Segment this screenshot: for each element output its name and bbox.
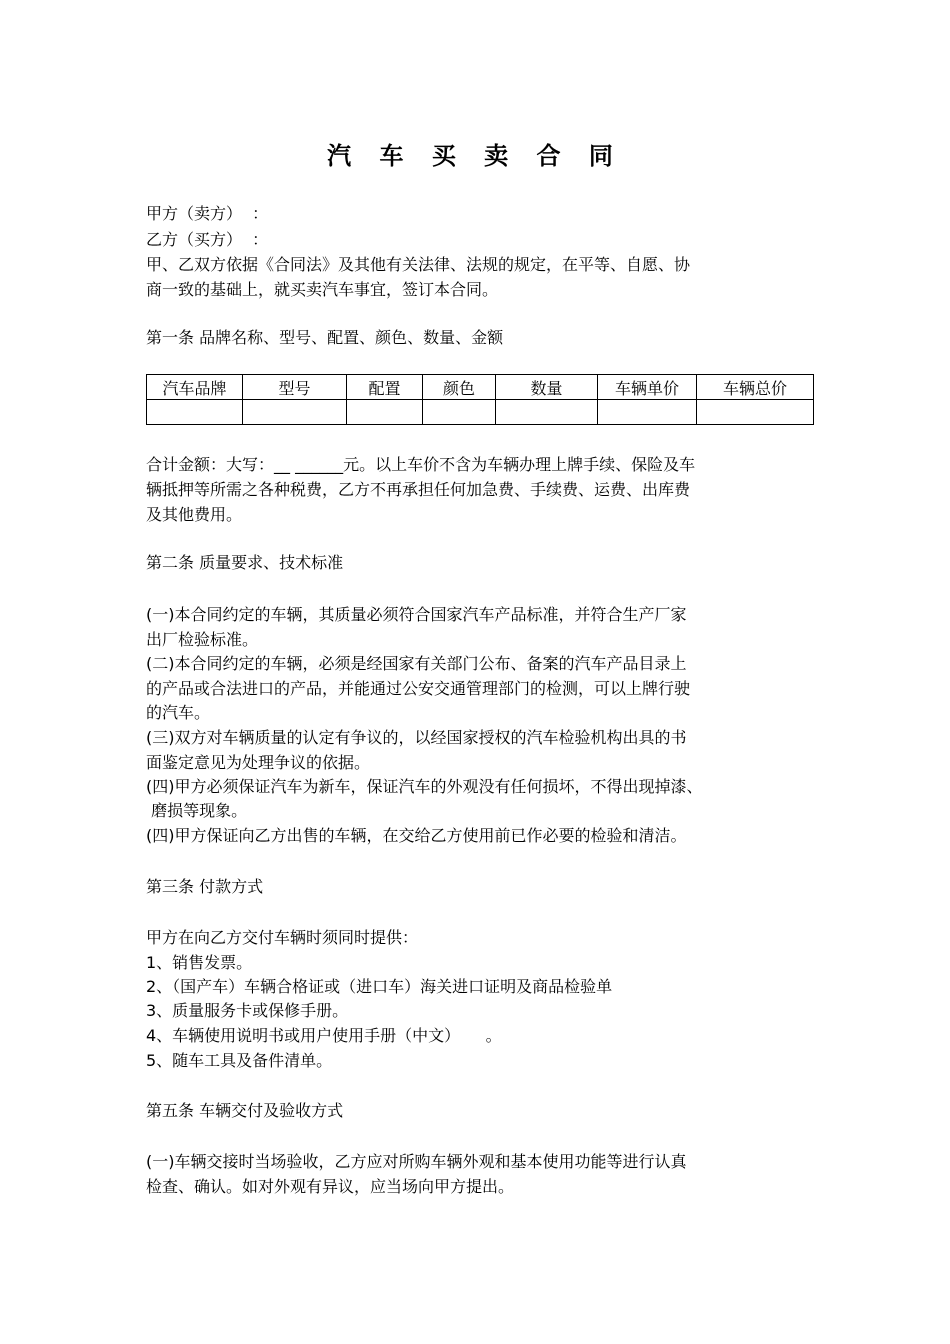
- vehicle-table: [146, 374, 814, 425]
- table-header-cell: 颜色: [423, 375, 496, 400]
- payment-item: 1、销售发票。: [146, 953, 253, 972]
- intro-line-2: 商一致的基础上，就买卖汽车事宜，签订本合同。: [146, 280, 499, 299]
- total-amount-blank: __ ______: [274, 455, 344, 474]
- total-prefix: 合计金额：大写：: [146, 455, 275, 474]
- table-header-cell: 型号: [243, 375, 347, 400]
- quality-line: 的产品或合法进口的产品，并能通过公安交通管理部门的检测，可以上牌行驶: [146, 679, 691, 698]
- delivery-line: (一)车辆交接时当场验收，乙方应对所购车辆外观和基本使用功能等进行认真: [146, 1152, 687, 1171]
- table-cell: [697, 400, 814, 425]
- quality-line: 出厂检验标准。: [146, 630, 259, 649]
- quality-line: (三)双方对车辆质量的认定有争议的，以经国家授权的汽车检验机构出具的书: [146, 728, 687, 747]
- quality-line: (四)甲方必须保证汽车为新车，保证汽车的外观没有任何损坏，不得出现掉漆、: [146, 777, 703, 796]
- quality-line: 磨损等现象。: [146, 801, 248, 820]
- delivery-line: 检查、确认。如对外观有异议，应当场向甲方提出。: [146, 1177, 515, 1196]
- table-cell: [496, 400, 598, 425]
- document-title: 汽 车 买 卖 合 同: [327, 142, 623, 170]
- payment-item: 4、车辆使用说明书或用户使用手册（中文） 。: [146, 1026, 502, 1045]
- article-5-heading: 第五条 车辆交付及验收方式: [146, 1101, 344, 1120]
- payment-intro: 甲方在向乙方交付车辆时须同时提供：: [146, 928, 419, 947]
- quality-line: 的汽车。: [146, 703, 211, 722]
- table-cell: [423, 400, 496, 425]
- total-suffix: 元。以上车价不含为车辆办理上牌手续、保险及车: [343, 455, 696, 474]
- quality-line: (二)本合同约定的车辆，必须是经国家有关部门公布、备案的汽车产品目录上: [146, 654, 687, 673]
- total-line-2: 辆抵押等所需之各种税费，乙方不再承担任何加急费、手续费、运费、出库费: [146, 480, 691, 499]
- total-line-3: 及其他费用。: [146, 505, 243, 524]
- table-header-cell: 车辆总价: [697, 375, 814, 400]
- intro-line-1: 甲、乙双方依据《合同法》及其他有关法律、法规的规定，在平等、自愿、协: [146, 255, 691, 274]
- table-cell: [243, 400, 347, 425]
- table-header-cell: 汽车品牌: [147, 375, 243, 400]
- table-header-cell: 配置: [347, 375, 423, 400]
- payment-item: 5、随车工具及备件清单。: [146, 1051, 333, 1070]
- table-header-cell: 数量: [496, 375, 598, 400]
- quality-line: 面鉴定意见为处理争议的依据。: [146, 753, 371, 772]
- quality-line: (一)本合同约定的车辆，其质量必须符合国家汽车产品标准，并符合生产厂家: [146, 605, 687, 624]
- article-1-heading: 第一条 品牌名称、型号、配置、颜色、数量、金额: [146, 328, 504, 347]
- payment-item: 2、（国产车）车辆合格证或（进口车）海关进口证明及商品检验单: [146, 977, 613, 996]
- quality-line: (四)甲方保证向乙方出售的车辆，在交给乙方使用前已作必要的检验和清洁。: [146, 826, 687, 845]
- party-b-line: 乙方（买方） ：: [146, 230, 269, 249]
- payment-item: 3、质量服务卡或保修手册。: [146, 1001, 349, 1020]
- article-3-heading: 第三条 付款方式: [146, 877, 264, 896]
- table-header-row: [147, 375, 814, 400]
- table-header-cell: 车辆单价: [598, 375, 697, 400]
- table-cell: [347, 400, 423, 425]
- article-2-heading: 第二条 质量要求、技术标准: [146, 553, 344, 572]
- party-a-line: 甲方（卖方） ：: [146, 204, 269, 223]
- table-cell: [598, 400, 697, 425]
- table-cell: [147, 400, 243, 425]
- table-row: [147, 400, 814, 425]
- total-amount-line: [146, 453, 816, 477]
